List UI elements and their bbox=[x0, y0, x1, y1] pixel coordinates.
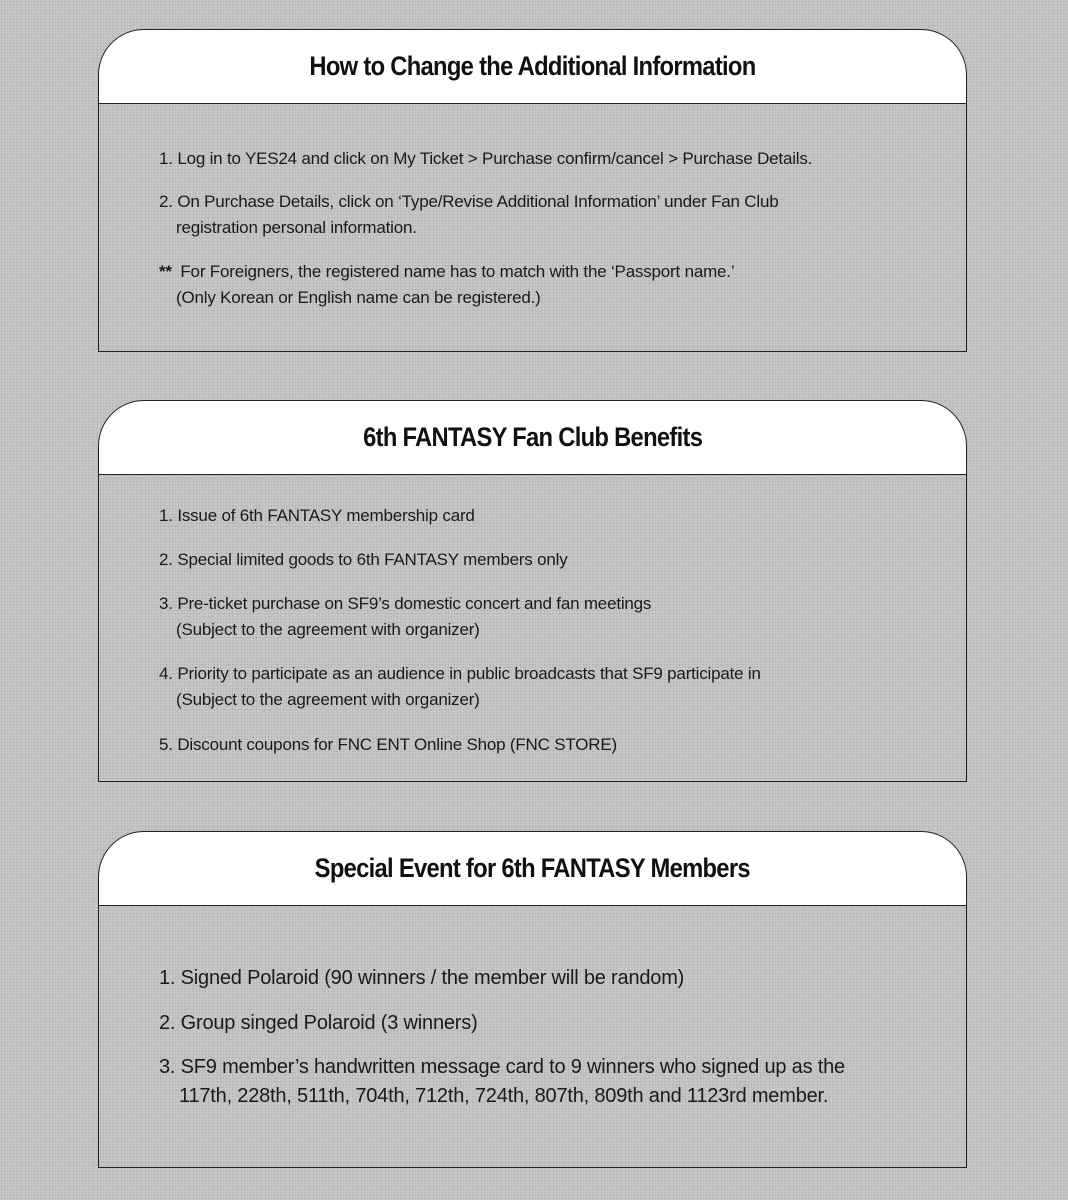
item-marker: 2. bbox=[159, 1012, 176, 1034]
section-header bbox=[98, 831, 967, 906]
item-text-continued: registration personal information. bbox=[176, 218, 417, 237]
list-item bbox=[159, 1053, 845, 1111]
list-item bbox=[159, 189, 778, 241]
item-text: SF9 member’s handwritten message card to 9 winners who signed up as the bbox=[180, 1056, 845, 1078]
item-text-continued: (Only Korean or English name can be registered.) bbox=[176, 288, 541, 307]
list-item bbox=[159, 732, 617, 758]
item-text: For Foreigners, the registered name has to match with the ‘Passport name.’ bbox=[180, 262, 735, 281]
list-item bbox=[159, 547, 568, 573]
item-text: Special limited goods to 6th FANTASY members only bbox=[177, 550, 568, 569]
item-text-continued: (Subject to the agreement with organizer) bbox=[176, 620, 480, 639]
list-item bbox=[159, 591, 651, 643]
section-special-event bbox=[98, 831, 967, 1168]
item-text: Pre-ticket purchase on SF9’s domestic concert and fan meetings bbox=[177, 594, 652, 613]
item-text-continued: 117th, 228th, 511th, 704th, 712th, 724th, 807th, 809th and 1123rd member. bbox=[179, 1085, 829, 1107]
section-body bbox=[98, 104, 967, 352]
item-text: Issue of 6th FANTASY membership card bbox=[177, 506, 475, 525]
section-body bbox=[98, 906, 967, 1168]
item-text: Group singed Polaroid (3 winners) bbox=[180, 1012, 478, 1034]
item-marker: 4. bbox=[159, 664, 173, 683]
list-item bbox=[159, 964, 684, 993]
item-text: Discount coupons for FNC ENT Online Shop (FNC STORE) bbox=[177, 735, 617, 754]
item-marker: 2. bbox=[159, 192, 173, 211]
note-marker: ** bbox=[159, 262, 172, 281]
section-header bbox=[98, 29, 967, 104]
list-item-note bbox=[159, 259, 734, 311]
list-item bbox=[159, 146, 812, 172]
item-marker: 3. bbox=[159, 1056, 176, 1078]
section-title: How to Change the Additional Information bbox=[309, 51, 756, 81]
item-text-continued: (Subject to the agreement with organizer) bbox=[176, 690, 480, 709]
section-how-to-change bbox=[98, 29, 967, 352]
section-title: 6th FANTASY Fan Club Benefits bbox=[362, 422, 703, 452]
list-item bbox=[159, 1009, 478, 1038]
item-text: Log in to YES24 and click on My Ticket > Purchase confirm/cancel > Purchase Details. bbox=[177, 149, 813, 168]
section-header bbox=[98, 400, 967, 475]
item-marker: 3. bbox=[159, 594, 173, 613]
item-marker: 1. bbox=[159, 149, 173, 168]
list-item bbox=[159, 661, 761, 713]
item-text: Signed Polaroid (90 winners / the member will be random) bbox=[180, 967, 685, 989]
item-text: On Purchase Details, click on ‘Type/Revise Additional Information’ under Fan Club bbox=[177, 192, 779, 211]
list-item bbox=[159, 503, 475, 529]
item-marker: 1. bbox=[159, 506, 173, 525]
item-text: Priority to participate as an audience in public broadcasts that SF9 participate in bbox=[177, 664, 761, 683]
section-fan-club-benefits bbox=[98, 400, 967, 782]
item-marker: 1. bbox=[159, 967, 176, 989]
item-marker: 5. bbox=[159, 735, 173, 754]
item-marker: 2. bbox=[159, 550, 173, 569]
section-body bbox=[98, 475, 967, 782]
section-title: Special Event for 6th FANTASY Members bbox=[314, 853, 751, 883]
